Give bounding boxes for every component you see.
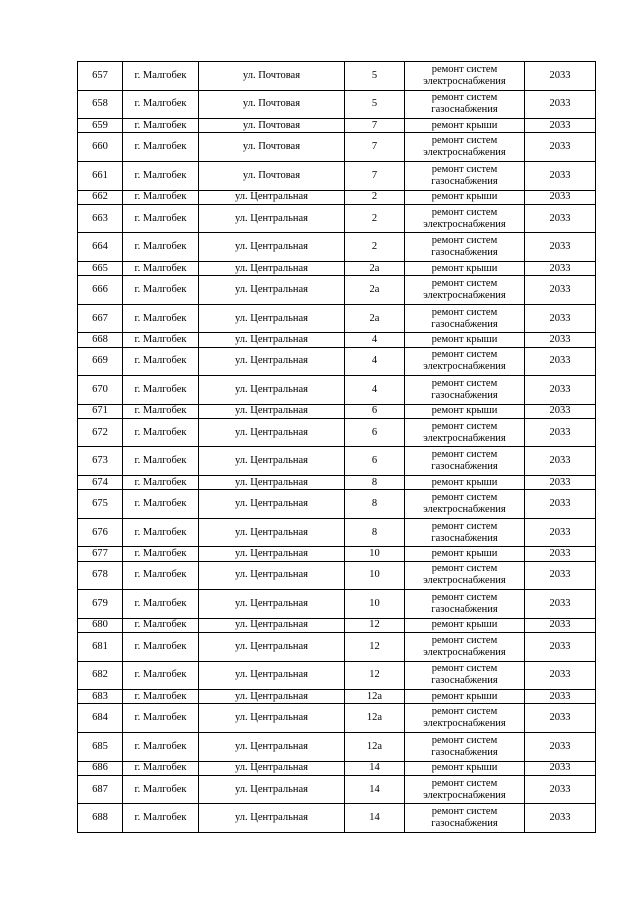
work-type-cell: ремонт крыши — [405, 690, 525, 704]
row-number-cell: 659 — [78, 119, 123, 133]
year-cell: 2033 — [525, 376, 596, 405]
work-type-cell: ремонт крыши — [405, 333, 525, 347]
document-page — [77, 61, 595, 833]
street-cell: ул. Центральная — [199, 561, 345, 590]
row-number-cell: 683 — [78, 690, 123, 704]
work-type-cell: ремонт систем электроснабжения — [405, 418, 525, 447]
city-cell: г. Малгобек — [123, 161, 199, 190]
year-cell: 2033 — [525, 804, 596, 833]
table-row — [78, 261, 596, 275]
table-row — [78, 376, 596, 405]
table-row — [78, 761, 596, 775]
row-number-cell: 687 — [78, 775, 123, 804]
repair-schedule-table — [77, 61, 596, 833]
work-type-cell: ремонт систем газоснабжения — [405, 732, 525, 761]
work-type-cell: ремонт систем газоснабжения — [405, 233, 525, 262]
year-cell: 2033 — [525, 690, 596, 704]
work-type-cell: ремонт систем газоснабжения — [405, 804, 525, 833]
table-row — [78, 618, 596, 632]
table-row — [78, 690, 596, 704]
table-row — [78, 633, 596, 662]
table-row — [78, 190, 596, 204]
street-cell: ул. Центральная — [199, 233, 345, 262]
city-cell: г. Малгобек — [123, 804, 199, 833]
row-number-cell: 670 — [78, 376, 123, 405]
year-cell: 2033 — [525, 233, 596, 262]
year-cell: 2033 — [525, 347, 596, 376]
house-number-cell: 8 — [345, 476, 405, 490]
row-number-cell: 662 — [78, 190, 123, 204]
street-cell: ул. Центральная — [199, 804, 345, 833]
work-type-cell: ремонт систем газоснабжения — [405, 518, 525, 547]
city-cell: г. Малгобек — [123, 376, 199, 405]
row-number-cell: 680 — [78, 618, 123, 632]
street-cell: ул. Центральная — [199, 404, 345, 418]
table-row — [78, 276, 596, 305]
street-cell: ул. Почтовая — [199, 133, 345, 162]
year-cell: 2033 — [525, 133, 596, 162]
row-number-cell: 671 — [78, 404, 123, 418]
row-number-cell: 663 — [78, 204, 123, 233]
row-number-cell: 688 — [78, 804, 123, 833]
table-row — [78, 518, 596, 547]
table-row — [78, 233, 596, 262]
work-type-cell: ремонт систем газоснабжения — [405, 376, 525, 405]
table-row — [78, 661, 596, 690]
house-number-cell: 12 — [345, 633, 405, 662]
year-cell: 2033 — [525, 404, 596, 418]
table-row — [78, 404, 596, 418]
year-cell: 2033 — [525, 276, 596, 305]
street-cell: ул. Центральная — [199, 190, 345, 204]
city-cell: г. Малгобек — [123, 233, 199, 262]
street-cell: ул. Центральная — [199, 204, 345, 233]
city-cell: г. Малгобек — [123, 119, 199, 133]
work-type-cell: ремонт систем электроснабжения — [405, 204, 525, 233]
year-cell: 2033 — [525, 518, 596, 547]
table-row — [78, 90, 596, 119]
street-cell: ул. Центральная — [199, 547, 345, 561]
city-cell: г. Малгобек — [123, 661, 199, 690]
work-type-cell: ремонт систем электроснабжения — [405, 62, 525, 91]
work-type-cell: ремонт систем электроснабжения — [405, 490, 525, 519]
house-number-cell: 6 — [345, 418, 405, 447]
street-cell: ул. Центральная — [199, 590, 345, 619]
row-number-cell: 676 — [78, 518, 123, 547]
city-cell: г. Малгобек — [123, 418, 199, 447]
street-cell: ул. Центральная — [199, 775, 345, 804]
year-cell: 2033 — [525, 161, 596, 190]
house-number-cell: 14 — [345, 761, 405, 775]
year-cell: 2033 — [525, 476, 596, 490]
city-cell: г. Малгобек — [123, 190, 199, 204]
city-cell: г. Малгобек — [123, 62, 199, 91]
street-cell: ул. Центральная — [199, 761, 345, 775]
table-row — [78, 333, 596, 347]
row-number-cell: 673 — [78, 447, 123, 476]
year-cell: 2033 — [525, 547, 596, 561]
work-type-cell: ремонт систем электроснабжения — [405, 704, 525, 733]
row-number-cell: 657 — [78, 62, 123, 91]
city-cell: г. Малгобек — [123, 704, 199, 733]
work-type-cell: ремонт систем электроснабжения — [405, 775, 525, 804]
street-cell: ул. Почтовая — [199, 62, 345, 91]
work-type-cell: ремонт систем газоснабжения — [405, 590, 525, 619]
house-number-cell: 7 — [345, 161, 405, 190]
city-cell: г. Малгобек — [123, 276, 199, 305]
work-type-cell: ремонт крыши — [405, 547, 525, 561]
year-cell: 2033 — [525, 190, 596, 204]
work-type-cell: ремонт систем электроснабжения — [405, 633, 525, 662]
house-number-cell: 14 — [345, 775, 405, 804]
house-number-cell: 2а — [345, 304, 405, 333]
table-row — [78, 561, 596, 590]
table-row — [78, 204, 596, 233]
year-cell: 2033 — [525, 418, 596, 447]
city-cell: г. Малгобек — [123, 761, 199, 775]
house-number-cell: 12 — [345, 661, 405, 690]
row-number-cell: 674 — [78, 476, 123, 490]
city-cell: г. Малгобек — [123, 133, 199, 162]
street-cell: ул. Почтовая — [199, 119, 345, 133]
year-cell: 2033 — [525, 590, 596, 619]
table-row — [78, 476, 596, 490]
house-number-cell: 7 — [345, 133, 405, 162]
house-number-cell: 12 — [345, 618, 405, 632]
city-cell: г. Малгобек — [123, 690, 199, 704]
table-row — [78, 133, 596, 162]
row-number-cell: 665 — [78, 261, 123, 275]
house-number-cell: 2 — [345, 233, 405, 262]
year-cell: 2033 — [525, 90, 596, 119]
table-row — [78, 547, 596, 561]
year-cell: 2033 — [525, 261, 596, 275]
row-number-cell: 679 — [78, 590, 123, 619]
street-cell: ул. Почтовая — [199, 90, 345, 119]
year-cell: 2033 — [525, 304, 596, 333]
house-number-cell: 12а — [345, 732, 405, 761]
row-number-cell: 664 — [78, 233, 123, 262]
table-row — [78, 447, 596, 476]
city-cell: г. Малгобек — [123, 304, 199, 333]
work-type-cell: ремонт крыши — [405, 618, 525, 632]
table-row — [78, 161, 596, 190]
city-cell: г. Малгобек — [123, 518, 199, 547]
work-type-cell: ремонт крыши — [405, 119, 525, 133]
city-cell: г. Малгобек — [123, 490, 199, 519]
year-cell: 2033 — [525, 62, 596, 91]
year-cell: 2033 — [525, 333, 596, 347]
house-number-cell: 5 — [345, 62, 405, 91]
work-type-cell: ремонт крыши — [405, 476, 525, 490]
work-type-cell: ремонт систем газоснабжения — [405, 161, 525, 190]
year-cell: 2033 — [525, 618, 596, 632]
house-number-cell: 2 — [345, 204, 405, 233]
house-number-cell: 8 — [345, 518, 405, 547]
row-number-cell: 675 — [78, 490, 123, 519]
house-number-cell: 14 — [345, 804, 405, 833]
table-row — [78, 418, 596, 447]
work-type-cell: ремонт систем газоснабжения — [405, 90, 525, 119]
street-cell: ул. Центральная — [199, 690, 345, 704]
year-cell: 2033 — [525, 204, 596, 233]
city-cell: г. Малгобек — [123, 347, 199, 376]
street-cell: ул. Центральная — [199, 661, 345, 690]
city-cell: г. Малгобек — [123, 775, 199, 804]
row-number-cell: 684 — [78, 704, 123, 733]
work-type-cell: ремонт систем электроснабжения — [405, 276, 525, 305]
year-cell: 2033 — [525, 633, 596, 662]
row-number-cell: 678 — [78, 561, 123, 590]
table-row — [78, 704, 596, 733]
house-number-cell: 2а — [345, 261, 405, 275]
house-number-cell: 6 — [345, 447, 405, 476]
street-cell: ул. Центральная — [199, 304, 345, 333]
table-row — [78, 775, 596, 804]
street-cell: ул. Центральная — [199, 704, 345, 733]
row-number-cell: 661 — [78, 161, 123, 190]
year-cell: 2033 — [525, 732, 596, 761]
house-number-cell: 8 — [345, 490, 405, 519]
house-number-cell: 7 — [345, 119, 405, 133]
row-number-cell: 677 — [78, 547, 123, 561]
city-cell: г. Малгобек — [123, 476, 199, 490]
work-type-cell: ремонт систем газоснабжения — [405, 661, 525, 690]
street-cell: ул. Центральная — [199, 732, 345, 761]
row-number-cell: 682 — [78, 661, 123, 690]
city-cell: г. Малгобек — [123, 547, 199, 561]
row-number-cell: 685 — [78, 732, 123, 761]
year-cell: 2033 — [525, 775, 596, 804]
street-cell: ул. Центральная — [199, 490, 345, 519]
street-cell: ул. Центральная — [199, 376, 345, 405]
street-cell: ул. Центральная — [199, 333, 345, 347]
table-row — [78, 590, 596, 619]
year-cell: 2033 — [525, 490, 596, 519]
table-body — [78, 62, 596, 833]
row-number-cell: 666 — [78, 276, 123, 305]
year-cell: 2033 — [525, 119, 596, 133]
city-cell: г. Малгобек — [123, 404, 199, 418]
house-number-cell: 4 — [345, 333, 405, 347]
row-number-cell: 669 — [78, 347, 123, 376]
work-type-cell: ремонт крыши — [405, 261, 525, 275]
year-cell: 2033 — [525, 761, 596, 775]
city-cell: г. Малгобек — [123, 90, 199, 119]
house-number-cell: 6 — [345, 404, 405, 418]
table-row — [78, 119, 596, 133]
row-number-cell: 658 — [78, 90, 123, 119]
city-cell: г. Малгобек — [123, 732, 199, 761]
street-cell: ул. Центральная — [199, 261, 345, 275]
house-number-cell: 4 — [345, 347, 405, 376]
house-number-cell: 12а — [345, 690, 405, 704]
table-row — [78, 490, 596, 519]
street-cell: ул. Центральная — [199, 447, 345, 476]
work-type-cell: ремонт систем электроснабжения — [405, 347, 525, 376]
row-number-cell: 660 — [78, 133, 123, 162]
year-cell: 2033 — [525, 447, 596, 476]
city-cell: г. Малгобек — [123, 561, 199, 590]
row-number-cell: 681 — [78, 633, 123, 662]
city-cell: г. Малгобек — [123, 590, 199, 619]
house-number-cell: 4 — [345, 376, 405, 405]
city-cell: г. Малгобек — [123, 204, 199, 233]
city-cell: г. Малгобек — [123, 261, 199, 275]
table-row — [78, 62, 596, 91]
year-cell: 2033 — [525, 661, 596, 690]
table-row — [78, 304, 596, 333]
city-cell: г. Малгобек — [123, 333, 199, 347]
row-number-cell: 672 — [78, 418, 123, 447]
table-row — [78, 732, 596, 761]
street-cell: ул. Центральная — [199, 347, 345, 376]
street-cell: ул. Центральная — [199, 276, 345, 305]
house-number-cell: 10 — [345, 590, 405, 619]
table-row — [78, 347, 596, 376]
street-cell: ул. Центральная — [199, 418, 345, 447]
city-cell: г. Малгобек — [123, 447, 199, 476]
street-cell: ул. Центральная — [199, 633, 345, 662]
house-number-cell: 12а — [345, 704, 405, 733]
work-type-cell: ремонт крыши — [405, 190, 525, 204]
work-type-cell: ремонт систем газоснабжения — [405, 447, 525, 476]
row-number-cell: 667 — [78, 304, 123, 333]
work-type-cell: ремонт крыши — [405, 404, 525, 418]
row-number-cell: 668 — [78, 333, 123, 347]
row-number-cell: 686 — [78, 761, 123, 775]
city-cell: г. Малгобек — [123, 633, 199, 662]
work-type-cell: ремонт крыши — [405, 761, 525, 775]
street-cell: ул. Центральная — [199, 518, 345, 547]
street-cell: ул. Центральная — [199, 476, 345, 490]
year-cell: 2033 — [525, 561, 596, 590]
year-cell: 2033 — [525, 704, 596, 733]
house-number-cell: 5 — [345, 90, 405, 119]
table-row — [78, 804, 596, 833]
work-type-cell: ремонт систем газоснабжения — [405, 304, 525, 333]
house-number-cell: 10 — [345, 547, 405, 561]
street-cell: ул. Центральная — [199, 618, 345, 632]
house-number-cell: 2а — [345, 276, 405, 305]
work-type-cell: ремонт систем электроснабжения — [405, 561, 525, 590]
house-number-cell: 10 — [345, 561, 405, 590]
street-cell: ул. Почтовая — [199, 161, 345, 190]
work-type-cell: ремонт систем электроснабжения — [405, 133, 525, 162]
house-number-cell: 2 — [345, 190, 405, 204]
city-cell: г. Малгобек — [123, 618, 199, 632]
